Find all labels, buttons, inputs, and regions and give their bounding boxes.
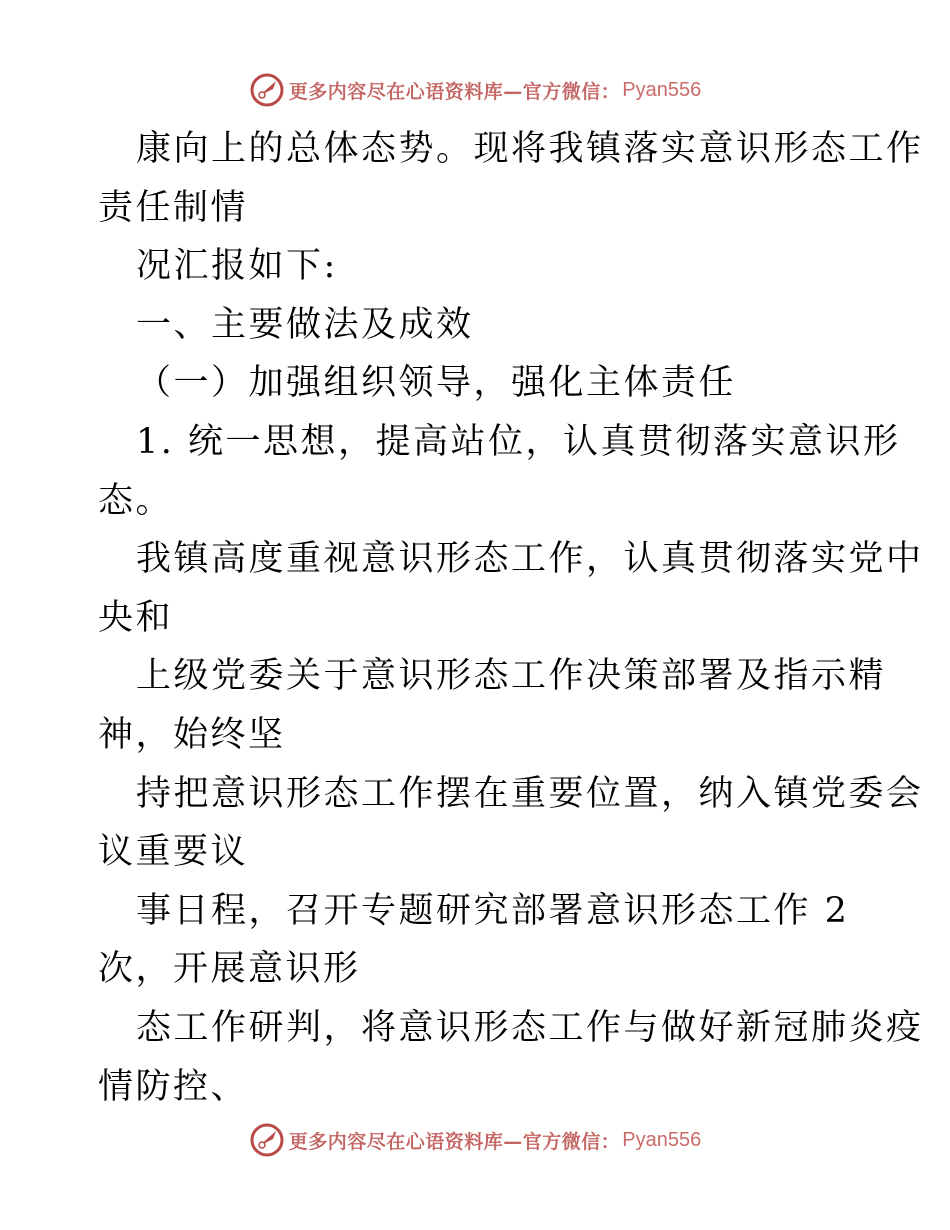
- body-line: 持把意识形态工作摆在重要位置，纳入镇党委会: [136, 773, 924, 814]
- quill-logo-icon: [249, 1122, 285, 1158]
- body-line: 议重要议: [98, 832, 249, 873]
- document-body: [98, 120, 924, 1116]
- body-line: 次，开展意识形: [98, 949, 361, 990]
- watermark-text: 更多内容尽在心语资料库—官方微信：: [288, 80, 621, 103]
- watermark-wechat-id: Pyan556: [622, 1128, 702, 1151]
- header-watermark: [0, 70, 950, 110]
- subsection-heading: （一）加强组织领导，强化主体责任: [136, 363, 737, 404]
- body-line: 神，始终坚: [98, 714, 286, 755]
- body-line: 责任制情: [98, 187, 249, 228]
- body-line: 我镇高度重视意识形态工作，认真贯彻落实党中: [136, 539, 924, 580]
- watermark-wechat-id: Pyan556: [622, 78, 702, 101]
- body-line: 况汇报如下:: [136, 246, 338, 287]
- body-line: 上级党委关于意识形态工作决策部署及指示精: [136, 656, 887, 697]
- watermark-text: 更多内容尽在心语资料库—官方微信：: [288, 1130, 621, 1153]
- footer-watermark: [0, 1120, 950, 1160]
- body-line: 态工作研判，将意识形态工作与做好新冠肺炎疫: [136, 1007, 924, 1048]
- body-line: 央和: [98, 597, 174, 638]
- body-line: 1. 统一思想，提高站位，认真贯彻落实意识形: [136, 421, 901, 462]
- body-line: 情防控、: [98, 1066, 249, 1107]
- body-line: 态。: [98, 480, 174, 521]
- section-heading: 一、主要做法及成效: [136, 304, 474, 345]
- body-line: 康向上的总体态势。现将我镇落实意识形态工作: [136, 129, 924, 169]
- body-line: 事日程，召开专题研究部署意识形态工作 2: [136, 890, 850, 931]
- quill-logo-icon: [249, 72, 285, 108]
